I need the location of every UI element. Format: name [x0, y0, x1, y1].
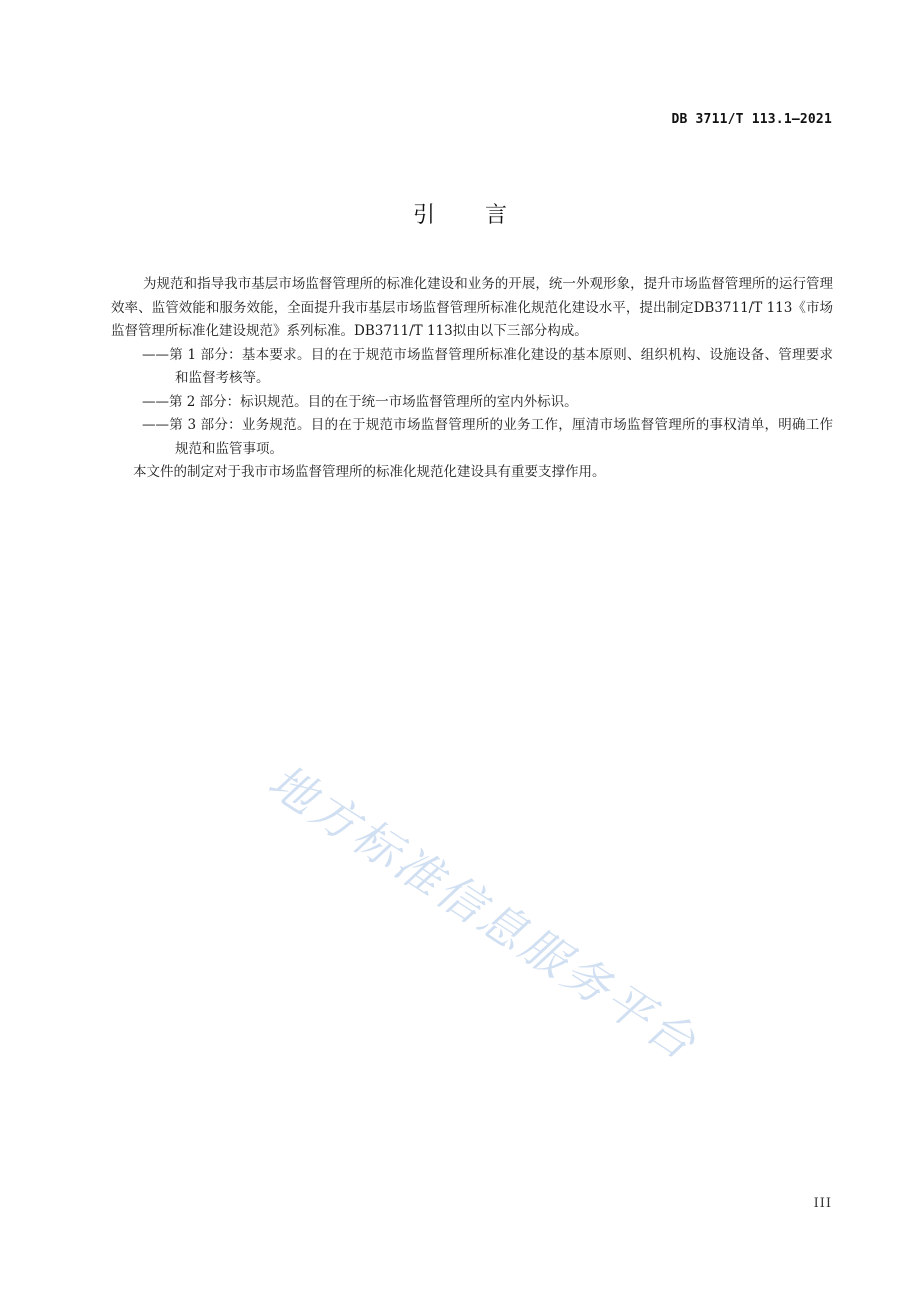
- part-2-item: ——第 2 部分：标识规范。目的在于统一市场监督管理所的室内外标识。: [142, 393, 578, 410]
- page-title: [0, 198, 920, 229]
- part-1-item: ——第 1 部分：基本要求。目的在于规范市场监督管理所标准化建设的基本原则、组织机构、设施设备、管理要求和监督考核等。: [142, 346, 833, 386]
- part-3-item: ——第 3 部分：业务规范。目的在于规范市场监督管理所的业务工作，厘清市场监督管理所的事权清单，明确工作规范和监管事项。: [142, 417, 833, 457]
- intro-paragraph: 为规范和指导我市基层市场监督管理所的标准化建设和业务的开展，统一外观形象，提升市场监督管理所的运行管理效率、监管效能和服务效能，全面提升我市基层市场监督管理所标准化规范化建设水平，提出制定DB3711/T 113《市场监督管理所标准化建设规范》系列标准。DB3711/T 113拟由以下三部分构成。: [111, 276, 833, 339]
- document-body: [111, 273, 833, 485]
- watermark: 地方标准信息服务平台: [258, 753, 708, 1072]
- document-code: DB 3711/T 113.1—2021: [671, 112, 832, 127]
- page-number: III: [813, 1196, 832, 1211]
- page-title-char-1: 引: [412, 203, 435, 228]
- closing-paragraph: 本文件的制定对于我市市场监督管理所的标准化规范化建设具有重要支撑作用。: [133, 464, 606, 480]
- page-title-char-2: 言: [485, 203, 508, 228]
